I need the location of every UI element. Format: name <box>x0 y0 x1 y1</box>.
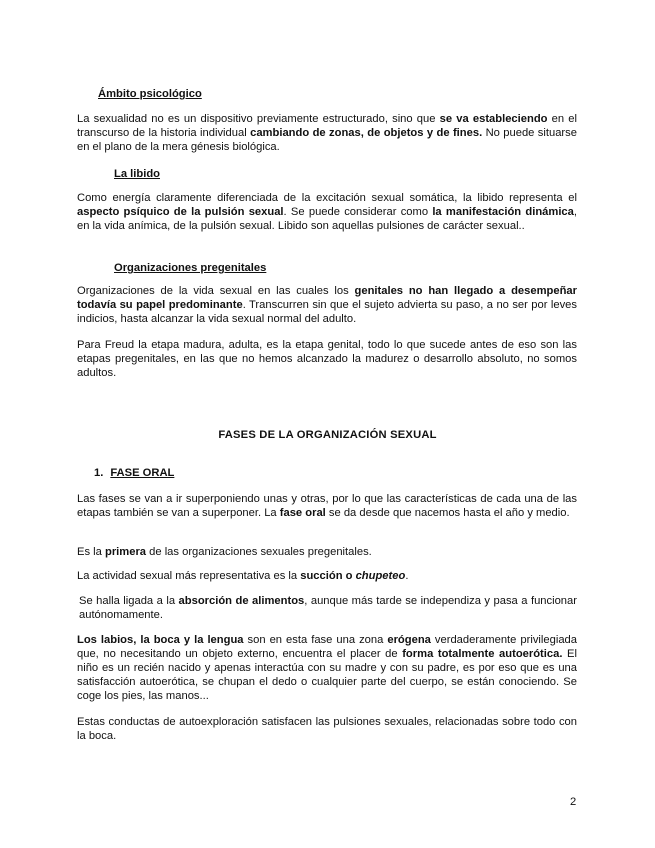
bold-phrase: chupeteo <box>355 570 406 582</box>
paragraph-primera: Es la primera de las organizaciones sexuales pregenitales. <box>77 546 372 558</box>
paragraph-libido: Como energía claramente diferenciada de la excitación sexual somática, la libido representa el aspecto psíquico de la pulsión sexual. Se puede considerar como la manifestación dinámica, en la vida anímica, de la pulsión sexual. Libido son aquellas pulsiones de carácter sexual.. <box>77 192 577 232</box>
paragraph-sexualidad: La sexualidad no es un dispositivo previamente estructurado, sino que se va estableciendo en el transcurso de la historia individual cambiando de zonas, de objetos y de fines. No puede situarse en el plano de la mera génesis biológica. <box>77 113 577 153</box>
bold-phrase: forma totalmente autoerótica. <box>402 648 563 660</box>
numbered-heading-fase-oral <box>94 466 174 480</box>
paragraph-autoexploracion: Estas conductas de autoexploración satisfacen las pulsiones sexuales, relacionadas sobre todo con la boca. <box>77 716 577 742</box>
section-title: FASES DE LA ORGANIZACIÓN SEXUAL <box>218 429 437 441</box>
bold-phrase: absorción de alimentos <box>178 595 305 607</box>
bold-phrase: Los labios, la boca y la lengua <box>77 634 244 646</box>
paragraph-absorcion: Se halla ligada a la absorción de alimentos, aunque más tarde se independiza y pasa a funcionar autónomamente. <box>79 595 577 621</box>
page-number: 2 <box>570 796 577 808</box>
bold-phrase: cambiando de zonas, de objetos y de fines. <box>250 127 483 139</box>
section-label: FASE ORAL <box>110 467 175 479</box>
section-number: 1. <box>94 467 104 479</box>
bold-phrase: primera <box>104 546 147 558</box>
paragraph-fases: Las fases se van a ir superponiendo unas y otras, por lo que las características de cada una de las etapas también se van a superponer. La fase oral se da desde que nacemos hasta el año y medio. <box>77 493 577 519</box>
bold-phrase: genitales no han llegado a desempeñar todavía su papel predominante <box>77 285 577 311</box>
paragraph-freud: Para Freud la etapa madura, adulta, es la etapa genital, todo lo que sucede antes de eso son las etapas pregenitales, en las que no hemos alcanzado la madurez o desarrollo absoluto, no somos adultos. <box>77 339 577 379</box>
bold-phrase: aspecto psíquico de la pulsión sexual <box>77 206 284 218</box>
bold-phrase: fase oral <box>279 507 326 519</box>
heading-la-libido: La libido <box>114 168 160 180</box>
bold-phrase: se va estableciendo <box>439 113 548 125</box>
heading-ambito-psicologico: Ámbito psicológico <box>98 88 202 100</box>
bold-phrase: succión o <box>300 570 356 582</box>
bold-phrase: erógena <box>387 634 431 646</box>
heading-organizaciones-pregenitales: Organizaciones pregenitales <box>114 262 267 274</box>
paragraph-labios: Los labios, la boca y la lengua son en esta fase una zona erógena verdaderamente privilegiada que, no necesitando un objeto externo, encuentra el placer de forma totalmente autoerótica. El niño es un recién nacido y apenas interactúa con su madre y con su padre, es por eso que es una satisfacción autoerótica, se chupan el dedo o cualquier parte del cuerpo, se están conociendo. Se coge los pies, las manos... <box>77 634 577 702</box>
paragraph-actividad: La actividad sexual más representativa es la succión o chupeteo. <box>77 570 409 582</box>
paragraph-organizaciones: Organizaciones de la vida sexual en las cuales los genitales no han llegado a desempeñar todavía su papel predominante. Transcurren sin que el sujeto advierta su paso, a no ser por leves indicios, hasta alcanzar la vida sexual normal del adulto. <box>77 285 577 325</box>
bold-phrase: la manifestación dinámica <box>432 206 574 218</box>
